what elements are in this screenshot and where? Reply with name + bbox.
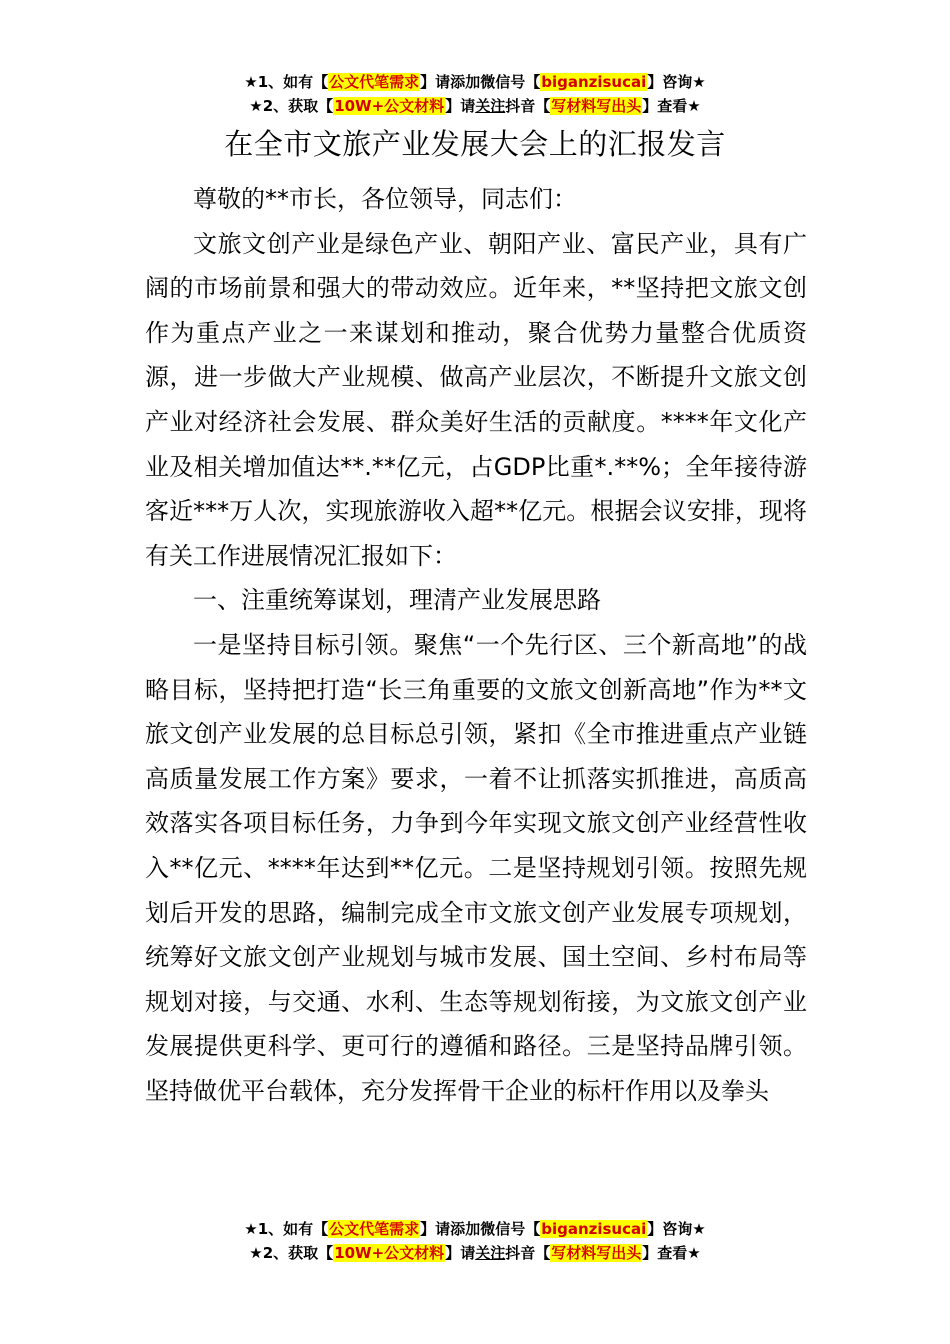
- footer-line-1: ★1、如有【公文代笔需求】请添加微信号【biganzisucai】咨询★: [244, 1220, 706, 1238]
- section-heading-1: 一、注重统筹谋划，理清产业发展思路: [193, 586, 601, 615]
- banner-line-1: ★1、如有【公文代笔需求】请添加微信号【biganzisucai】咨询★: [244, 73, 706, 91]
- highlight-service: 公文代笔需求: [329, 1220, 420, 1238]
- highlight-materials: 10W+公文材料: [334, 1244, 445, 1262]
- paragraph-intro: 文旅文创产业是绿色产业、朝阳产业、富民产业，具有广阔的市场前景和强大的带动效应。近年来，**坚持把文旅文创作为重点产业之一来谋划和推动，聚合优势力量整合优质资源，进一步做大产业规模、做高产业层次，不断提升文旅文创产业对经济社会发展、群众美好生活的贡献度。****年文化产业及相关增加值达**.**亿元，占GDP比重*.**%；全年接待游客近***万人次，实现旅游收入超**亿元。根据会议安排，现将有关工作进展情况汇报如下：: [145, 229, 807, 570]
- salutation: 尊敬的**市长，各位领导，同志们：: [193, 185, 577, 213]
- paragraph-section-1: 一是坚持目标引领。聚焦“一个先行区、三个新高地”的战略目标，坚持把打造“长三角重要的文旅文创新高地”作为**文旅文创产业发展的总目标总引领，紧扣《全市推进重点产业链高质量发展工作方案》要求，一着不让抓落实抓推进，高质高效落实各项目标任务，力争到今年实现文旅文创产业经营性收入**亿元、****年达到**亿元。二是坚持规划引领。按照先规划后开发的思路，编制完成全市文旅文创产业发展专项规划，统筹好文旅文创产业规划与城市发展、国土空间、乡村布局等规划对接，与交通、水利、生态等规划衔接，为文旅文创产业发展提供更科学、更可行的遵循和路径。三是坚持品牌引领。坚持做优平台载体，充分发挥骨干企业的标杆作用以及拳头: [145, 630, 807, 1105]
- document-title: 在全市文旅产业发展大会上的汇报发言: [224, 127, 726, 161]
- highlight-wechat-id: biganzisucai: [541, 73, 647, 91]
- footer-line-2: ★2、获取【10W+公文材料】请关注抖音【写材料写出头】查看★: [249, 1244, 701, 1262]
- header-banner: [0, 70, 950, 118]
- highlight-douyin-account: 写材料写出头: [551, 1244, 642, 1262]
- footer-banner: [0, 1217, 950, 1265]
- highlight-wechat-id: biganzisucai: [541, 1220, 647, 1238]
- highlight-materials: 10W+公文材料: [334, 97, 445, 115]
- highlight-douyin-account: 写材料写出头: [551, 97, 642, 115]
- document-body: [145, 177, 807, 1113]
- banner-line-2: ★2、获取【10W+公文材料】请关注抖音【写材料写出头】查看★: [249, 97, 701, 115]
- highlight-service: 公文代笔需求: [329, 73, 420, 91]
